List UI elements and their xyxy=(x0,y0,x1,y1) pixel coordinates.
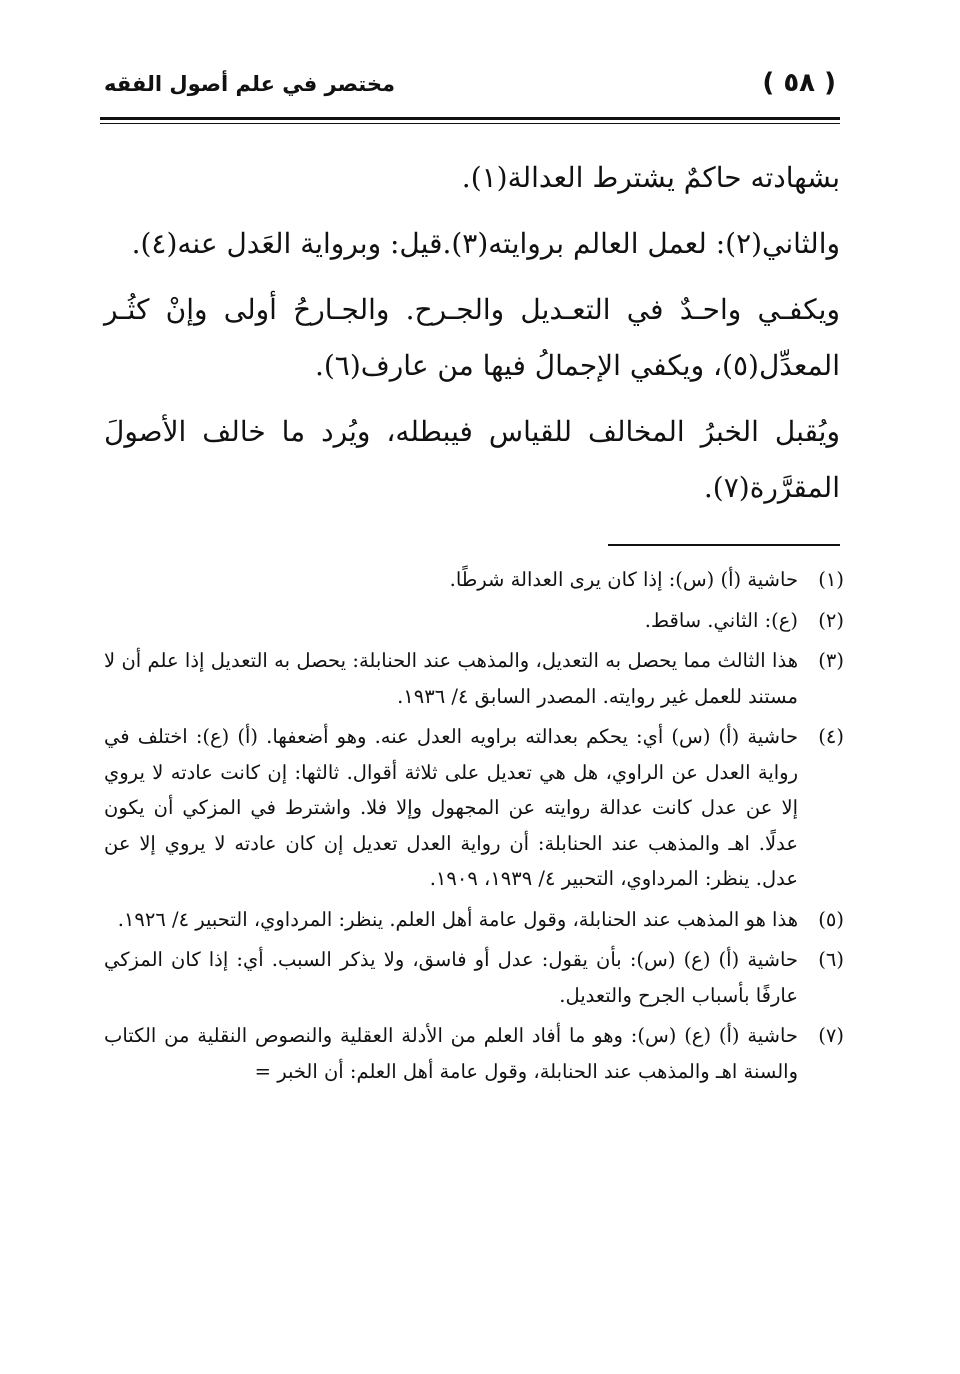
footnote-6 xyxy=(104,942,844,1013)
footnote-2 xyxy=(104,603,844,639)
running-title: مختصر في علم أصول الفقه xyxy=(104,72,396,96)
footnote-7 xyxy=(104,1018,844,1089)
footnote-number: (١) xyxy=(818,568,844,591)
footnote-text: حاشية (أ) (ع) (س): بأن يقول: عدل أو فاسق، ولا يذكر السبب. أي: إذا كان المزكي عارفًا بأسباب الجرح والتعديل. xyxy=(104,948,798,1007)
footnote-number: (٧) xyxy=(818,1024,844,1047)
footnote-separator xyxy=(608,544,840,546)
header-rule-thick xyxy=(100,117,840,120)
footnote-number: (٥) xyxy=(818,907,844,931)
footnote-text: حاشية (أ) (س) أي: يحكم بعدالته براويه العدل عنه. وهو أضعفها. (أ) (ع): اختلف في رواية العدل عن الراوي، هل هي تعديل على ثلاثة أقوال. ثالثها: إن كانت عادته لا يروي إلا عن عدل كانت عدالة روايته عن المجهول وإلا فلا. واشترط في المزكي أن يكون عدلًا. اهـ والمذهب عند الحنابلة: أن رواية العدل تعديل إن كان عادته لا يروي إلا عن عدل. ينظر: المرداوي، التحبير ٤/ ١٩٣٩، ١٩٠٩. xyxy=(104,725,798,890)
footnote-number: (٢) xyxy=(818,608,844,632)
page-number: ( ٥٨ ) xyxy=(762,68,836,98)
main-text xyxy=(104,150,840,526)
main-paragraph-2: والثاني(٢): لعمل العالم بروايته(٣).قيل: وبرواية العَدل عنه(٤). xyxy=(131,227,840,260)
main-paragraph-1: بشهادته حاكمٌ يشترط العدالة(١). xyxy=(461,161,840,194)
main-paragraph-4: ويُقبل الخبرُ المخالف للقياس فيبطله، ويُرد ما خالف الأصولَ المقرَّرة(٧). xyxy=(104,415,840,504)
page-header xyxy=(100,66,840,116)
footnote-text: حاشية (أ) (س): إذا كان يرى العدالة شرطًا. xyxy=(449,568,798,591)
main-paragraph-3: ويكفـي واحـدٌ في التعـديل والجـرح. والجـارحُ أولى وإنْ كثُـر المعدِّل(٥)، ويكفي الإجمالُ فيها من عارف(٦). xyxy=(104,293,840,382)
footnote-text: هذا الثالث مما يحصل به التعديل، والمذهب عند الحنابلة: يحصل به التعديل إذا علم أن لا مستند للعمل غير روايته. المصدر السابق ٤/ ١٩٣٦. xyxy=(104,649,798,708)
footnote-text: (ع): الثاني. ساقط. xyxy=(644,608,798,632)
header-rule-thin xyxy=(100,123,840,124)
footnote-number: (٦) xyxy=(818,948,844,971)
footnote-5 xyxy=(104,902,844,938)
footnote-text: هذا هو المذهب عند الحنابلة، وقول عامة أهل العلم. ينظر: المرداوي، التحبير ٤/ ١٩٢٦. xyxy=(117,907,798,931)
footnotes xyxy=(104,562,844,1094)
footnote-number: (٣) xyxy=(818,649,844,672)
footnote-number: (٤) xyxy=(818,725,844,748)
footnote-3 xyxy=(104,643,844,714)
footnote-1 xyxy=(104,562,844,598)
footnote-text: حاشية (أ) (ع) (س): وهو ما أفاد العلم من الأدلة العقلية والنصوص النقلية من الكتاب والسنة اهـ والمذهب عند الحنابلة، وقول عامة أهل العلم: أن الخبر = xyxy=(104,1024,798,1083)
footnote-4 xyxy=(104,719,844,897)
